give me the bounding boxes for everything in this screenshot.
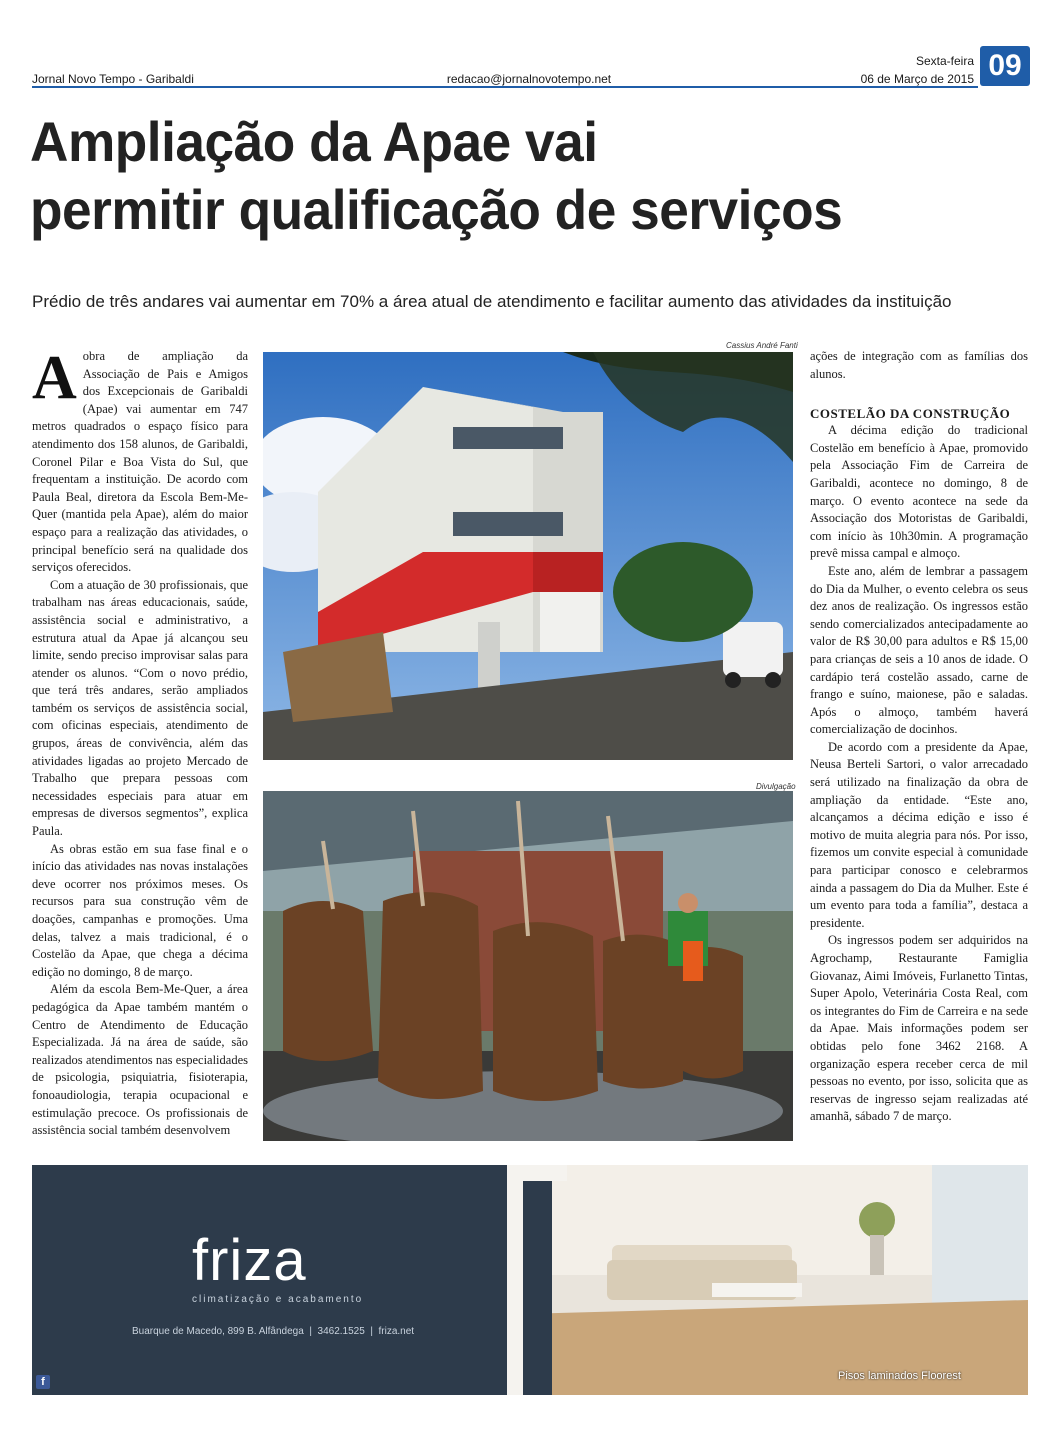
newspaper-email[interactable]: redacao@jornalnovotempo.net xyxy=(446,72,612,86)
title-line-1: Ampliação da Apae vai xyxy=(30,110,598,173)
header-rule xyxy=(32,86,978,88)
paragraph: As obras estão em sua fase final e o início das atividades nas novas instalações deve ocorrer nos próximos meses. Os recursos para sua construção vêm de doações, campanhas e promoções. Uma delas, talvez a mais tradicional, é o Costelão da Apae, que chega a décima edição no domingo, 8 de março. xyxy=(32,841,248,979)
facebook-icon[interactable]: f xyxy=(36,1375,50,1389)
ad-room-photo xyxy=(32,1165,1028,1395)
issue-weekday: Sexta-feira xyxy=(915,54,974,68)
article-column-3 xyxy=(810,348,1028,1126)
ad-phone: 3462.1525 xyxy=(317,1326,365,1337)
costelao-photo xyxy=(263,791,793,1141)
section-heading: COSTELÃO DA CONSTRUÇÃO xyxy=(810,406,1011,422)
paragraph: A décima edição do tradicional Costelão em benefício à Apae, promovido pela Associação Fim de Carreira de Garibaldi, acontece no domingo, 8 de março. O evento acontece na sede da Associação dos Motoristas de Garibaldi, com início às 10h30min. A programação prevê missa campal e almoço. xyxy=(810,423,1028,561)
ad-caption: Pisos laminados Floorest xyxy=(838,1370,961,1382)
paragraph: Este ano, além de lembrar a passagem do Dia da Mulher, o evento celebra os seus dez anos de realização. Os ingressos estão sendo comercializados antecipadamente ao valor de R$ 30,00 para adultos e R$ 15,00 para crianças de seis a 10 anos de idade. O cardápio terá costelão assado, carne de frango e suíno, maionese, pão e saladas. Após o almoço, também haverá comercialização de docinhos. xyxy=(810,563,1028,737)
drop-cap: A xyxy=(32,344,77,412)
friza-advertisement[interactable] xyxy=(32,1165,1028,1395)
paragraph: Com a atuação de 30 profissionais, que trabalham nas áreas educacionais, saúde, assistência social e administrativo, a estrutura atual da Apae já alcançou seu limite, sendo preciso improvisar salas para atender os alunos. “Com o novo prédio, que terá três andares, serão ampliados também os serviços de assistência social, com oficinas especiais, atendimento de grupos, áreas de convivência, além das atividades ligadas ao projeto Mercado de Trabalho que prepara pessoas com necessidades especiais para atuar em empresas de diversos segmentos”, explica Paula. xyxy=(32,577,248,839)
title-line-2: permitir qualificação de serviços xyxy=(30,178,843,241)
ad-site[interactable]: friza.net xyxy=(378,1326,415,1337)
article-subtitle: Prédio de três andares vai aumentar em 70% a área atual de atendimento e facilitar aumento das atividades da instituição xyxy=(32,292,952,311)
article-column-1 xyxy=(32,344,248,1140)
photo-credit-2: Divulgação xyxy=(756,782,796,791)
page-number: 09 xyxy=(980,46,1030,86)
ad-tagline: climatização e acabamento xyxy=(192,1294,364,1305)
friza-logo[interactable]: friza xyxy=(192,1228,307,1293)
newspaper-name: Jornal Novo Tempo - Garibaldi xyxy=(32,72,194,86)
issue-date xyxy=(861,52,974,88)
building-photo xyxy=(263,352,793,760)
paragraph: ações de integração com as famílias dos alunos. xyxy=(810,349,1028,381)
ad-contact: Buarque de Macedo, 899 B. Alfândega | 3462.1525 | friza.net xyxy=(132,1326,415,1337)
ad-address: Buarque de Macedo, 899 B. Alfândega xyxy=(132,1326,304,1337)
photo-credit-1: Cassius André Fanti xyxy=(726,341,798,350)
paragraph: Os ingressos podem ser adquiridos na Agrochamp, Restaurante Famiglia Giovanaz, Aimi Imóveis, Furlanetto Tintas, Super Apolo, Veterinária Costa Real, com os integrantes do Fim de Carreira e na sede da Apae. Mais informações podem ser obtidas pelo fone 3462 2168. A organização espera receber cerca de mil pessoas no evento, por isso, solicita que as reservas de ingresso sejam realizadas até amanhã, sábado 7 de março. xyxy=(810,933,1028,1124)
paragraph: Além da escola Bem-Me-Quer, a área pedagógica da Apae também mantém o Centro de Atendimento de Educação Especializada. Já na área de saúde, são realizados atendimentos nas especialidades de psicologia, psiquiatria, fisioterapia, fonoaudiologia, terapia ocupacional e estimulação precoce. Os profissionais de assistência social também desenvolvem xyxy=(32,982,248,1138)
paragraph: De acordo com a presidente da Apae, Neusa Berteli Sartori, o valor arrecadado será utilizado na finalização da obra de ampliação da entidade. “Este ano, alcançamos a décima edição e isso é motivo de muita alegria para nós. Por isso, fizemos um convite especial à comunidade para participar conosco e celebrarmos ainda a passagem do Dia da Mulher. Este é um evento para toda a família”, destaca a presidente. xyxy=(810,739,1028,930)
article-title xyxy=(30,108,980,244)
issue-date-text: 06 de Março de 2015 xyxy=(860,72,974,86)
paragraph: obra de ampliação da Associação de Pais e Amigos dos Excepcionais de Garibaldi (Apae) vai aumentar em 747 metros quadrados o espaço físico para atendimento dos 158 alunos, de Garibaldi, Coronel Pilar e Boa Vista do Sul, que frequentam a instituição. De acordo com Paula Beal, diretora da Escola Bem-Me-Quer (mantida pela Apae), além do maior espaço para a realização das atividades, o principal benefício será na qualidade dos serviços oferecidos. xyxy=(32,349,248,575)
